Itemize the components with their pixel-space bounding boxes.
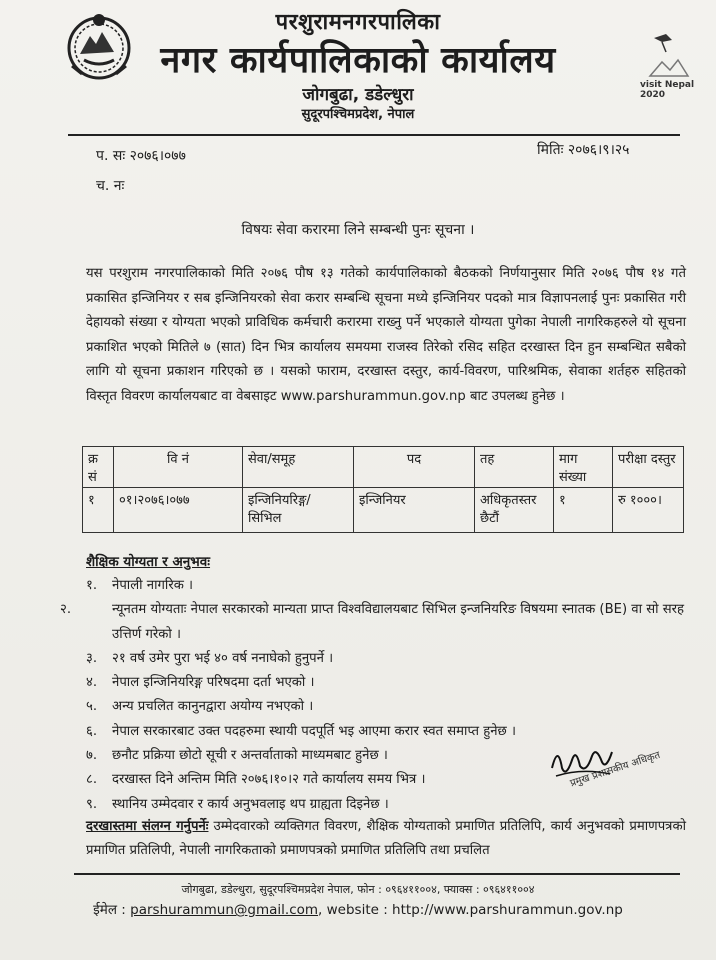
cell-level: अधिकृतस्तर छैटौं <box>475 488 554 533</box>
list-item: ३. २१ वर्ष उमेर पुरा भई ४० वर्ष ननाघेको हुनुपर्ने । <box>86 650 334 666</box>
cell-demand: १ <box>554 488 613 533</box>
table-header-row <box>83 447 684 488</box>
header-divider <box>68 134 680 136</box>
cell-post: इन्जिनियर <box>354 488 475 533</box>
col-header-demand: माग संख्या <box>554 447 613 488</box>
footer-divider <box>74 873 680 875</box>
list-item: ९. स्थानिय उम्मेदवार र कार्य अनुभवलाइ थप ग्राह्यता दिइनेछ । <box>86 796 389 812</box>
list-item: ६. नेपाल सरकारबाट उक्त पदहरुमा स्थायी पदपूर्ति भइ आएमा करार स्वत समाप्त हुनेछ । <box>86 723 516 739</box>
footer-email-link[interactable]: parshurammun@gmail.com <box>130 902 319 918</box>
letter-date: मितिः २०७६।९।२५ <box>537 142 630 158</box>
footer-email-web <box>0 900 716 918</box>
attachments-label: दरखास्तमा संलग्न गर्नुपर्नेः <box>86 819 209 834</box>
vacancy-table <box>82 446 684 533</box>
subject-line: विषयः सेवा करारमा लिने सम्बन्धी पुनः सूचना । <box>241 222 475 238</box>
address-line1: जोगबुढा, डडेल्धुरा <box>302 85 414 105</box>
dispatch-number: च. नः <box>96 178 125 194</box>
municipality-name: परशुरामनगरपालिका <box>275 10 441 35</box>
cell-service: इन्जिनियरिङ्ग/ सिभिल <box>243 488 354 533</box>
cell-sn: १ <box>83 488 114 533</box>
footer-website[interactable]: , website : http://www.parshurammun.gov.np <box>318 902 623 918</box>
col-header-service: सेवा/समूह <box>243 447 354 488</box>
address-line2: सुदूरपश्चिमप्रदेश, नेपाल <box>301 107 415 122</box>
reference-number: प. सः २०७६।०७७ <box>96 148 186 164</box>
table-row <box>83 488 684 533</box>
footer-email-label: ईमेल : <box>93 902 131 918</box>
attachments-paragraph <box>86 815 686 863</box>
footer-contact: जोगबुढा, डडेल्धुरा, सुदूरपश्चिमप्रदेश नेपाल, फोन : ०९६४११००४, फ्याक्स : ०९६४११००४ <box>181 883 535 896</box>
cell-ad-no: ०१।२०७६।०७७ <box>114 488 243 533</box>
list-item: ५. अन्य प्रचलित कानुनद्वारा अयोग्य नभएको । <box>86 699 314 715</box>
letterhead <box>0 0 716 130</box>
cell-exam-fee: रु १०००। <box>613 488 684 533</box>
notice-body: यस परशुराम नगरपालिकाको मिति २०७६ पौष १३ गतेको कार्यपालिकाको बैठकको निर्णयानुसार मिति २०७६ पौष १४ गते प्रकासित इन्जिनियर र सब इन्जिनियरको सेवा करार सम्बन्धि सूचना मध्ये इन्जिनियर पदको मात्र विज्ञापनलाई पुनः प्रकासित गरी देहायको संख्या र योग्यता भएको प्राविधिक कर्मचारी करारमा राख्नु पर्ने भएकाले योग्यता पुगेका नेपाली नागरिकहरुले यो सूचना प्रकाशित भएको मितिले ७ (सात) दिन भित्र कार्यालय समयमा राजस्व तिरेको रसिद सहित दरखास्त दिन हुन सम्बन्धित सबैको लागि यो सूचना प्रकाशन गरिएको छ । यसको फाराम, दरखास्त दस्तुर, कार्य-विवरण, पारिश्रमिक, सेवाका शर्तहरु सहितको विस्तृत विवरण कार्यालयबाट वा वेबसाइट www.parshurammun.gov.np बाट उपलब्ध हुनेछ । <box>86 266 686 404</box>
col-header-exam-fee: परीक्षा दस्तुर <box>613 447 684 488</box>
col-header-ad-no: वि नं <box>114 447 243 488</box>
list-item: १. नेपाली नागरिक । <box>86 578 194 593</box>
list-item: ८. दरखास्त दिने अन्तिम मिति २०७६।१०।२ गते कार्यालय समय भित्र । <box>86 772 426 788</box>
visit-nepal-text: visit Nepal 2020 <box>640 80 695 100</box>
col-header-sn: क्र सं <box>83 447 114 488</box>
list-item: ७. छनौट प्रक्रिया छोटो सूची र अन्तर्वाताको माध्यमबाट हुनेछ । <box>86 748 388 764</box>
list-item: २. न्यूनतम योग्यताः नेपाल सरकारको मान्यता प्राप्त विश्वविद्यालयबाट सिभिल इन्जनियरिङ विषयमा स्नातक (BE) वा सो सरह उत्तिर्ण गरेको । <box>60 602 685 642</box>
official-stamp: प्रमुख प्रशासकीय अधिकृत <box>568 749 662 790</box>
office-name: नगर कार्यपालिकाको कार्यालय <box>160 40 556 81</box>
attachments-text: उम्मेदवारको व्यक्तिगत विवरण, शैक्षिक योग्यताको प्रमाणित प्रतिलिपि, कार्य अनुभवको प्रमाणपत्रको प्रमाणित प्रतिलिपी, नेपाली नागरिकताको प्रमाणपत्रको प्रमाणित प्रतिलिपि तथा प्रचलित <box>86 819 687 858</box>
qualifications-title: शैक्षिक योग्यता र अनुभवः <box>86 554 211 570</box>
col-header-level: तह <box>475 447 554 488</box>
list-item: ४. नेपाल इन्जिनियरिङ्ग परिषदमा दर्ता भएको । <box>86 675 315 691</box>
col-header-post: पद <box>354 447 475 488</box>
